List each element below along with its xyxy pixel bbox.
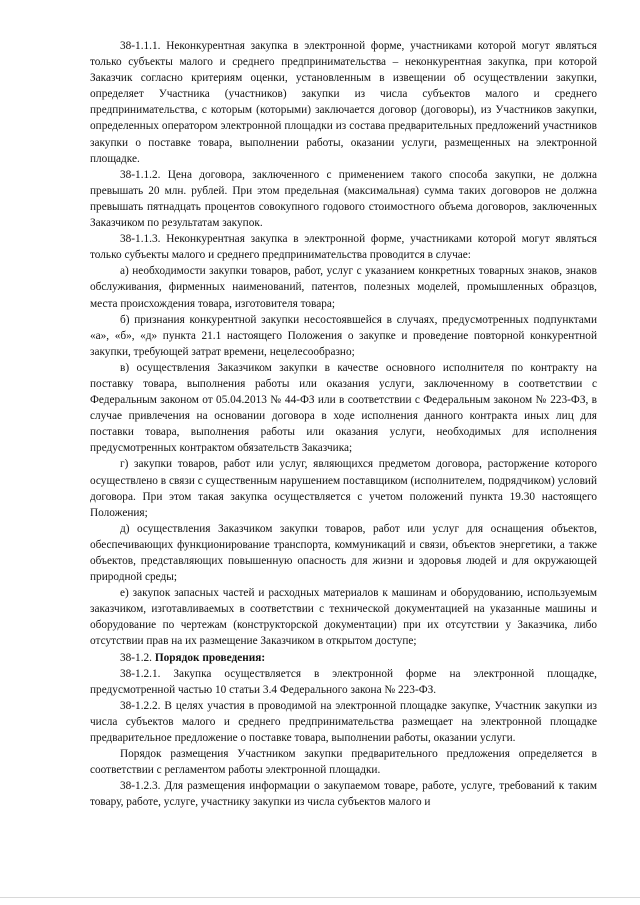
section-number: 38-1.2. <box>120 651 155 664</box>
paragraph-placement-order: Порядок размещения Участником закупки предварительного предложения определяется в соответствии с регламентом работы электронной площадки. <box>90 748 597 777</box>
paragraph-38-1-1-2: 38-1.1.2. Цена договора, заключенного с применением такого способа закупки, не должна превышать 20 млн. рублей. При этом предельная (максимальная) сумма таких договоров не должна превышать пятнадцать процентов совокупного годового стоимостного объема договоров, заключенных Заказчиком по результатам закупок. <box>90 168 597 230</box>
section-title: Порядок проведения: <box>154 651 266 664</box>
paragraph-38-1-2-2: 38-1.2.2. В целях участия в проводимой на электронной площадке закупке, Участник закупки из числа субъектов малого и среднего предпринимательства размещает на электронной площадке предварительное предложение о поставке товара, выполнении работы, оказании услуги. <box>90 699 597 745</box>
paragraph-item-g: г) закупки товаров, работ или услуг, являющихся предметом договора, расторжение которого осуществлено в связи с существенным нарушением поставщиком (исполнителем, подрядчиком) условий договора. При этом такая закупка осуществляется с учетом положений пункта 19.30 настоящего Положения; <box>90 458 597 519</box>
paragraph-38-1-1-3: 38-1.1.3. Неконкурентная закупка в электронной форме, участниками которой могут являться только субъекты малого и среднего предпринимательства проводится в случае: <box>90 233 597 262</box>
paragraph-38-1-2-3: 38-1.2.3. Для размещения информации о закупаемом товаре, работе, услуге, требований к таким товару, работе, услуге, участнику закупки из числа субъектов малого и <box>90 780 597 809</box>
document-page <box>90 38 597 888</box>
scan-edge-line <box>0 897 640 898</box>
paragraph-38-1-1-1: 38-1.1.1. Неконкурентная закупка в электронной форме, участниками которой могут являться только субъекты малого и среднего предпринимательства – неконкурентная закупка, при которой Заказчик согласно критериям оценки, установленным в извещении об осуществлении закупки, определяет Участника (участников) закупки из числа субъектов малого и среднего предпринимательства, с которым (которыми) заключается договор (договоры), из Участников закупки, определенных оператором электронной площадки из состава предварительных предложений участников закупки о поставке товара, выполнении работы, оказании услуги, размещенных на электронной площадке. <box>90 40 597 165</box>
paragraph-38-1-2-1: 38-1.2.1. Закупка осуществляется в электронной форме на электронной площадке, предусмотренной частью 10 статьи 3.4 Федерального закона № 223-ФЗ. <box>90 667 597 696</box>
paragraph-item-e: е) закупок запасных частей и расходных материалов к машинам и оборудованию, используемым заказчиком, изготавливаемых в соответствии с технической документацией на указанные машины и оборудование по чертежам (конструкторской документации) при их отсутствии у Заказчика, либо отсутствии прав на их размещение Заказчиком в открытом доступе; <box>90 587 597 648</box>
section-heading <box>90 650 597 666</box>
paragraph-item-b: б) признания конкурентной закупки несостоявшейся в случаях, предусмотренных подпунктами «а», «б», «д» пункта 21.1 настоящего Положения о закупке и проведение повторной конкурентной закупки, требующей затрат времени, нецелесообразно; <box>90 313 597 358</box>
paragraph-item-v: в) осуществления Заказчиком закупки в качестве основного исполнителя по контракту на поставку товара, выполнения работы или оказания услуги, заключенному в соответствии с Федеральным законом от 05.04.2013 № 44-ФЗ или в соответствии с Федеральным законом № 223-ФЗ, в случае привлечения на основании договора в ходе исполнения данного контракта иных лиц для поставки товара, выполнения работы или оказания услуги, необходимых для исполнения предусмотренных контрактом обязательств Заказчика; <box>90 361 597 455</box>
paragraph-item-d: д) осуществления Заказчиком закупки товаров, работ или услуг для оснащения объектов, обеспечивающих функционирование транспорта, коммуникаций и связи, объектов энергетики, а также объектов, представляющих повышенную опасность для жизни и здоровья людей и для окружающей природной среды; <box>90 522 597 584</box>
paragraph-item-a: а) необходимости закупки товаров, работ, услуг с указанием конкретных товарных знаков, знаков обслуживания, фирменных наименований, патентов, полезных моделей, промышленных образцов, места происхождения товара, изготовителя товара; <box>90 265 597 310</box>
